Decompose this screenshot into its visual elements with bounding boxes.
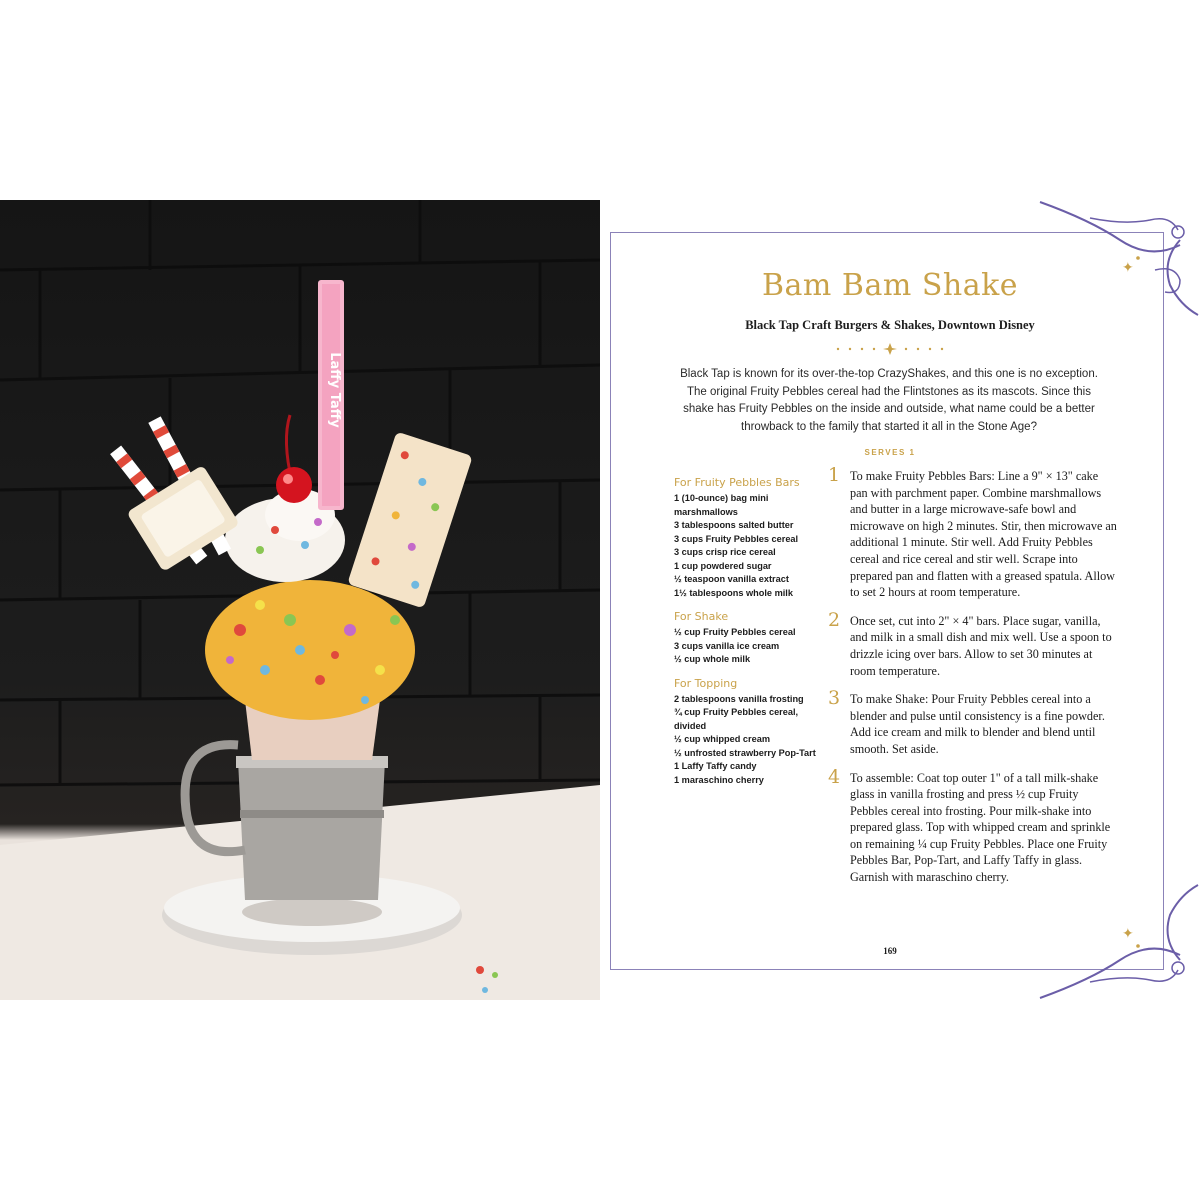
ingredient-heading: For Shake <box>674 610 729 623</box>
svg-text:✦: ✦ <box>1122 260 1134 276</box>
shake-illustration <box>0 200 600 1000</box>
recipe-subtitle: Black Tap Craft Burgers & Shakes, Downtown Disney <box>745 318 1035 332</box>
ingredient-heading: For Fruity Pebbles Bars <box>674 476 800 489</box>
ornamental-divider <box>832 342 948 356</box>
page-number: 169 <box>883 946 897 956</box>
recipe-step <box>828 464 1118 601</box>
ingredient-item: 3 cups vanilla ice cream <box>674 640 780 651</box>
ingredient-item: ½ cup whipped cream <box>674 734 770 744</box>
ingredient-group-topping <box>674 677 824 788</box>
ingredient-item: 3 cups Fruity Pebbles cereal <box>674 533 799 544</box>
step-number: 2 <box>828 608 841 631</box>
ingredient-item: 3 tablespoons salted butter <box>674 520 794 530</box>
ingredient-item: ½ cup whole milk <box>674 654 751 664</box>
ingredient-item: 1 (10-ounce) bag mini marshmallows <box>674 493 769 517</box>
book-spread <box>0 200 1200 1000</box>
recipe-steps <box>828 464 1118 898</box>
ingredient-item: ½ cup Fruity Pebbles cereal <box>674 627 796 637</box>
recipe-step <box>828 687 1118 757</box>
svg-text:✦: ✦ <box>1122 926 1134 942</box>
recipe-step <box>828 765 1118 886</box>
ingredient-group-shake <box>674 610 824 667</box>
recipe-page <box>600 200 1200 1000</box>
step-text: Once set, cut into 2" × 4" bars. Place sugar, vanilla, and milk in a small dish and mix well. Use a spoon to drizzle icing over bars. Allow to set 30 minutes at room temperature. <box>850 613 1112 678</box>
recipe-intro: Black Tap is known for its over-the-top CrazyShakes, and this one is no exception. The original Fruity Pebbles cereal had the Flintstones as its mascots. Since this shake has Fruity Pebbles on the inside and outside, what name could be a better throwback to the family that started it all in the Stone Age? <box>680 368 1098 433</box>
ingredient-item: ½ unfrosted strawberry Pop-Tart <box>674 747 816 758</box>
ingredient-item: ¾ cup Fruity Pebbles cereal, divided <box>674 707 799 731</box>
candy-label: Laffy Taffy <box>327 352 342 428</box>
step-number: 1 <box>828 464 841 486</box>
serves-label: SERVES 1 <box>864 448 916 457</box>
ingredient-item: 2 tablespoons vanilla frosting <box>674 693 804 704</box>
step-text: To make Shake: Pour Fruity Pebbles cereal into a blender and pulse until consistency is a fine powder. Add ice cream and milk to blender and blend until smooth. Set aside. <box>850 692 1105 756</box>
ingredient-item: 1½ tablespoons whole milk <box>674 587 793 598</box>
ingredient-item: ½ teaspoon vanilla extract <box>674 574 789 584</box>
step-number: 4 <box>828 765 841 788</box>
ingredient-group-bars <box>674 476 824 600</box>
ingredient-item: 1 maraschino cherry <box>674 774 764 785</box>
recipe-title: Bam Bam Shake <box>761 268 1019 303</box>
shake-photo <box>0 200 600 1000</box>
ingredient-item: 3 cups crisp rice cereal <box>674 547 776 557</box>
step-number: 3 <box>828 687 841 710</box>
ingredient-heading: For Topping <box>674 676 738 690</box>
ingredient-item: 1 Laffy Taffy candy <box>674 761 757 771</box>
recipe-step <box>828 608 1118 679</box>
ingredients-list <box>674 476 824 797</box>
ingredient-item: 1 cup powdered sugar <box>674 560 772 571</box>
step-text: To make Fruity Pebbles Bars: Line a 9" × 13" cake pan with parchment paper. Combine marshmallows and butter in a large microwave-safe bowl and microwave on high 2 minutes. Stir, then microwave an additional 1 minute. Stir well. Add Fruity Pebbles cereal and rice cereal and stir well. Scrape into prepared pan and flatten with a greased spatula. Allow to set 2 hours at room temperature. <box>850 469 1117 600</box>
step-text: To assemble: Coat top outer 1" of a tall milk-shake glass in vanilla frosting and press ½ cup Fruity Pebbles cereal into frosting. Pour milk-shake into prepared glass. Top with whipped cream and sprinkle on remaining ¼ cup Fruity Pebbles. Place one Fruity Pebbles Bar, Pop-Tart, and Laffy Taffy in glass. Garnish with maraschino cherry. <box>850 770 1111 885</box>
